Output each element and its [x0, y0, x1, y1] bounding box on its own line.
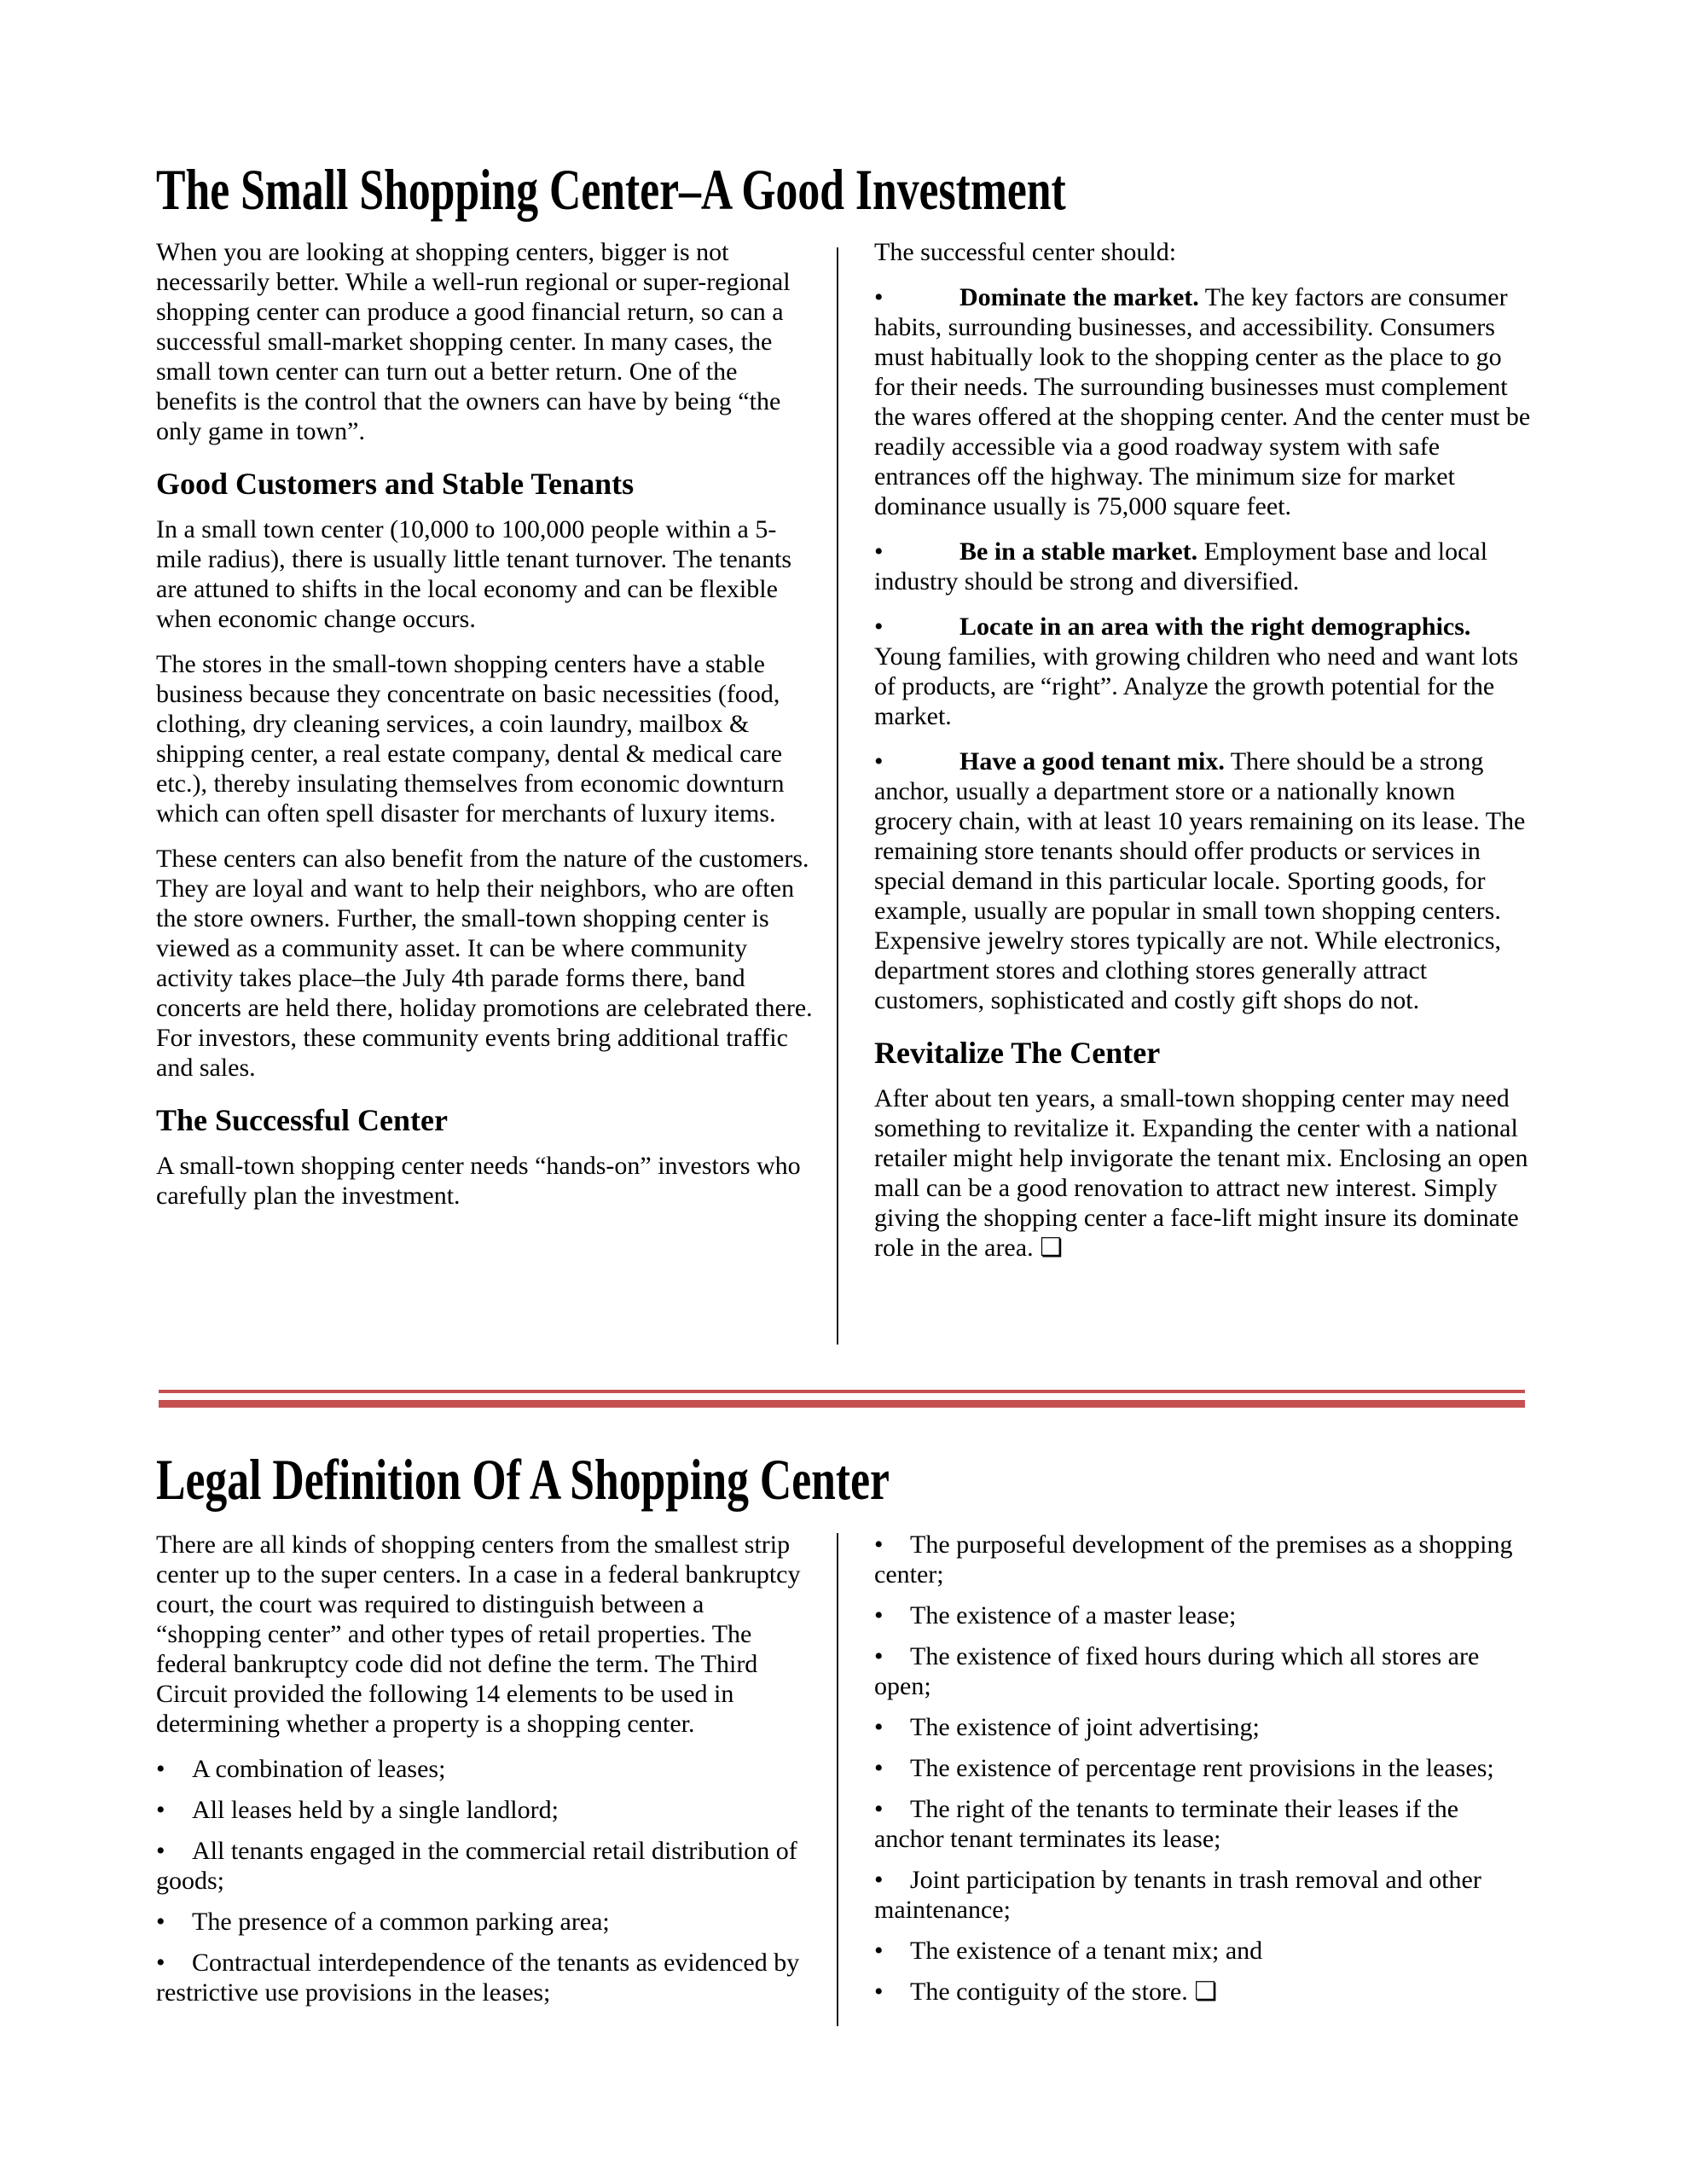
bullet-icon: •	[874, 283, 884, 311]
list-item	[156, 1754, 813, 1784]
bullet-icon: •	[874, 747, 884, 775]
bullet-icon: •	[874, 1531, 884, 1559]
bullet-icon: •	[156, 1908, 165, 1936]
list-item	[156, 1907, 813, 1937]
bullet-icon: •	[874, 537, 884, 566]
section-heading: The Successful Center	[156, 1103, 448, 1137]
list-item	[874, 537, 1533, 596]
section-heading: Good Customers and Stable Tenants	[156, 467, 635, 501]
bullet-icon: •	[874, 1601, 884, 1629]
paragraph: When you are looking at shopping centers, bigger is not necessarily better. While a well-run regional or super-regional shopping center can produce a good financial return, so can a successful small-market shopping center. In many cases, the small town center can turn out a better return. One of the benefits is the control that the owners can have by being “the only game in town”.	[156, 238, 791, 445]
bullet-icon: •	[874, 1713, 884, 1741]
bullet-icon: •	[874, 1795, 884, 1823]
list-item-text: The existence of a master lease;	[910, 1601, 1237, 1629]
bullet-icon: •	[874, 1754, 884, 1782]
list-item-text: The contiguity of the store. ❏	[910, 1978, 1218, 2006]
bullet-icon: •	[874, 1642, 884, 1670]
bullet-icon: •	[874, 1978, 884, 2006]
bullet-icon: •	[874, 1937, 884, 1965]
paragraph: A small-town shopping center needs “hands-on” investors who carefully plan the investment.	[156, 1152, 801, 1210]
list-item	[874, 746, 1533, 1015]
paragraph: After about ten years, a small-town shopping center may need something to revitalize it. Expanding the center with a national retailer might help invigorate the tenant mix. Enclosing an open mall can be a good renovation to attract new interest. Simply giving the shopping center a face-lift might insure its dominate role in the area. ❏	[874, 1084, 1528, 1262]
list-item-lead: Locate in an area with the right demographics.	[959, 613, 1471, 641]
list-item	[874, 1794, 1533, 1854]
list-item-text: The existence of percentage rent provisions in the leases;	[910, 1754, 1494, 1782]
article1-left-column	[156, 237, 813, 1211]
list-item	[874, 1753, 1533, 1783]
section-heading: Revitalize The Center	[874, 1036, 1161, 1070]
list-item-lead: Be in a stable market.	[959, 537, 1198, 566]
paragraph: The stores in the small-town shopping centers have a stable business because they concentrate on basic necessities (food, clothing, dry cleaning services, a coin laundry, mailbox & shipping center, a real estate company, dental & medical care etc.), thereby insulating themselves from economic downturn which can often spell disaster for merchants of luxury items.	[156, 650, 785, 828]
article2-title: Legal Definition Of A Shopping Center	[156, 1447, 890, 1512]
list-item-text: Young families, with growing children who need and want lots of products, are “right”. Analyze the growth potential for the market.	[874, 642, 1519, 730]
list-item-text: Joint participation by tenants in trash removal and other maintenance;	[874, 1866, 1481, 1924]
list-item	[156, 1836, 813, 1896]
paragraph: These centers can also benefit from the nature of the customers. They are loyal and want to help their neighbors, who are often the store owners. Further, the small-town shopping center is viewed as a community asset. It can be where community activity takes place–the July 4th parade forms there, band concerts are held there, holiday promotions are celebrated there. For investors, these community events bring additional traffic and sales.	[156, 845, 813, 1082]
article2-left-column	[156, 1530, 813, 2007]
bullet-icon: •	[156, 1796, 165, 1824]
bullet-icon: •	[156, 1755, 165, 1783]
list-item-text: The existence of fixed hours during which all stores are open;	[874, 1642, 1480, 1700]
list-item	[874, 1977, 1533, 2007]
bullet-icon: •	[156, 1949, 165, 1977]
article2-right-column	[874, 1530, 1533, 2007]
separator-rule-thin	[159, 1390, 1525, 1393]
paragraph: The successful center should:	[874, 238, 1177, 266]
list-item-text: There should be a strong anchor, usually a department store or a nationally known grocery chain, with at least 10 years remaining on its lease. The remaining store tenants should offer products or services in special demand in this particular locale. Sporting goods, for example, usually are popular in small town shopping centers. Expensive jewelry stores typically are not. While electronics, department stores and clothing stores generally attract customers, sophisticated and costly gift shops do not.	[874, 747, 1526, 1014]
list-item-text: The key factors are consumer habits, surrounding businesses, and accessibility. Consumers must habitually look to the shopping center as the place to go for their needs. The surrounding businesses must complement the wares offered at the shopping center. And the center must be readily accessible via a good roadway system with safe entrances off the highway. The minimum size for market dominance usually is 75,000 square feet.	[874, 283, 1531, 520]
column-divider	[837, 1533, 838, 2026]
list-item-lead: Dominate the market.	[959, 283, 1199, 311]
list-item-text: Contractual interdependence of the tenants as evidenced by restrictive use provisions in the leases;	[156, 1949, 800, 2007]
article1-title: The Small Shopping Center–A Good Investment	[156, 157, 1066, 222]
separator-rule-thick	[159, 1400, 1525, 1408]
bullet-icon: •	[156, 1837, 165, 1865]
paragraph: There are all kinds of shopping centers from the smallest strip center up to the super centers. In a case in a federal bankruptcy court, the court was required to distinguish between a “shopping center” and other types of retail properties. The federal bankruptcy code did not define the term. The Third Circuit provided the following 14 elements to be used in determining whether a property is a shopping center.	[156, 1531, 801, 1738]
list-item-lead: Have a good tenant mix.	[959, 747, 1225, 775]
list-item	[874, 282, 1533, 521]
bullet-icon: •	[874, 1866, 884, 1894]
list-item-text: The presence of a common parking area;	[192, 1908, 610, 1936]
list-item-text: All leases held by a single landlord;	[192, 1796, 559, 1824]
bullet-icon: •	[874, 613, 884, 641]
list-item-text: The existence of a tenant mix; and	[910, 1937, 1263, 1965]
list-item	[874, 1865, 1533, 1925]
paragraph: In a small town center (10,000 to 100,000 people within a 5-mile radius), there is usually little tenant turnover. The tenants are attuned to shifts in the local economy and can be flexible when economic change occurs.	[156, 515, 792, 633]
article1-right-column	[874, 237, 1533, 1263]
list-item-text: All tenants engaged in the commercial retail distribution of goods;	[156, 1837, 797, 1895]
list-item	[156, 1948, 813, 2007]
list-item	[874, 1936, 1533, 1966]
list-item	[874, 1712, 1533, 1742]
list-item	[874, 1600, 1533, 1630]
list-item	[874, 612, 1533, 731]
list-item	[874, 1530, 1533, 1589]
column-divider	[837, 247, 838, 1345]
list-item-text: A combination of leases;	[192, 1755, 446, 1783]
list-item	[874, 1641, 1533, 1701]
list-item-text: The purposeful development of the premises as a shopping center;	[874, 1531, 1513, 1589]
list-item	[156, 1795, 813, 1825]
list-item-text: The existence of joint advertising;	[910, 1713, 1260, 1741]
list-item-text: Employment base and local industry should be strong and diversified.	[874, 537, 1488, 595]
list-item-text: The right of the tenants to terminate their leases if the anchor tenant terminates its lease;	[874, 1795, 1459, 1853]
